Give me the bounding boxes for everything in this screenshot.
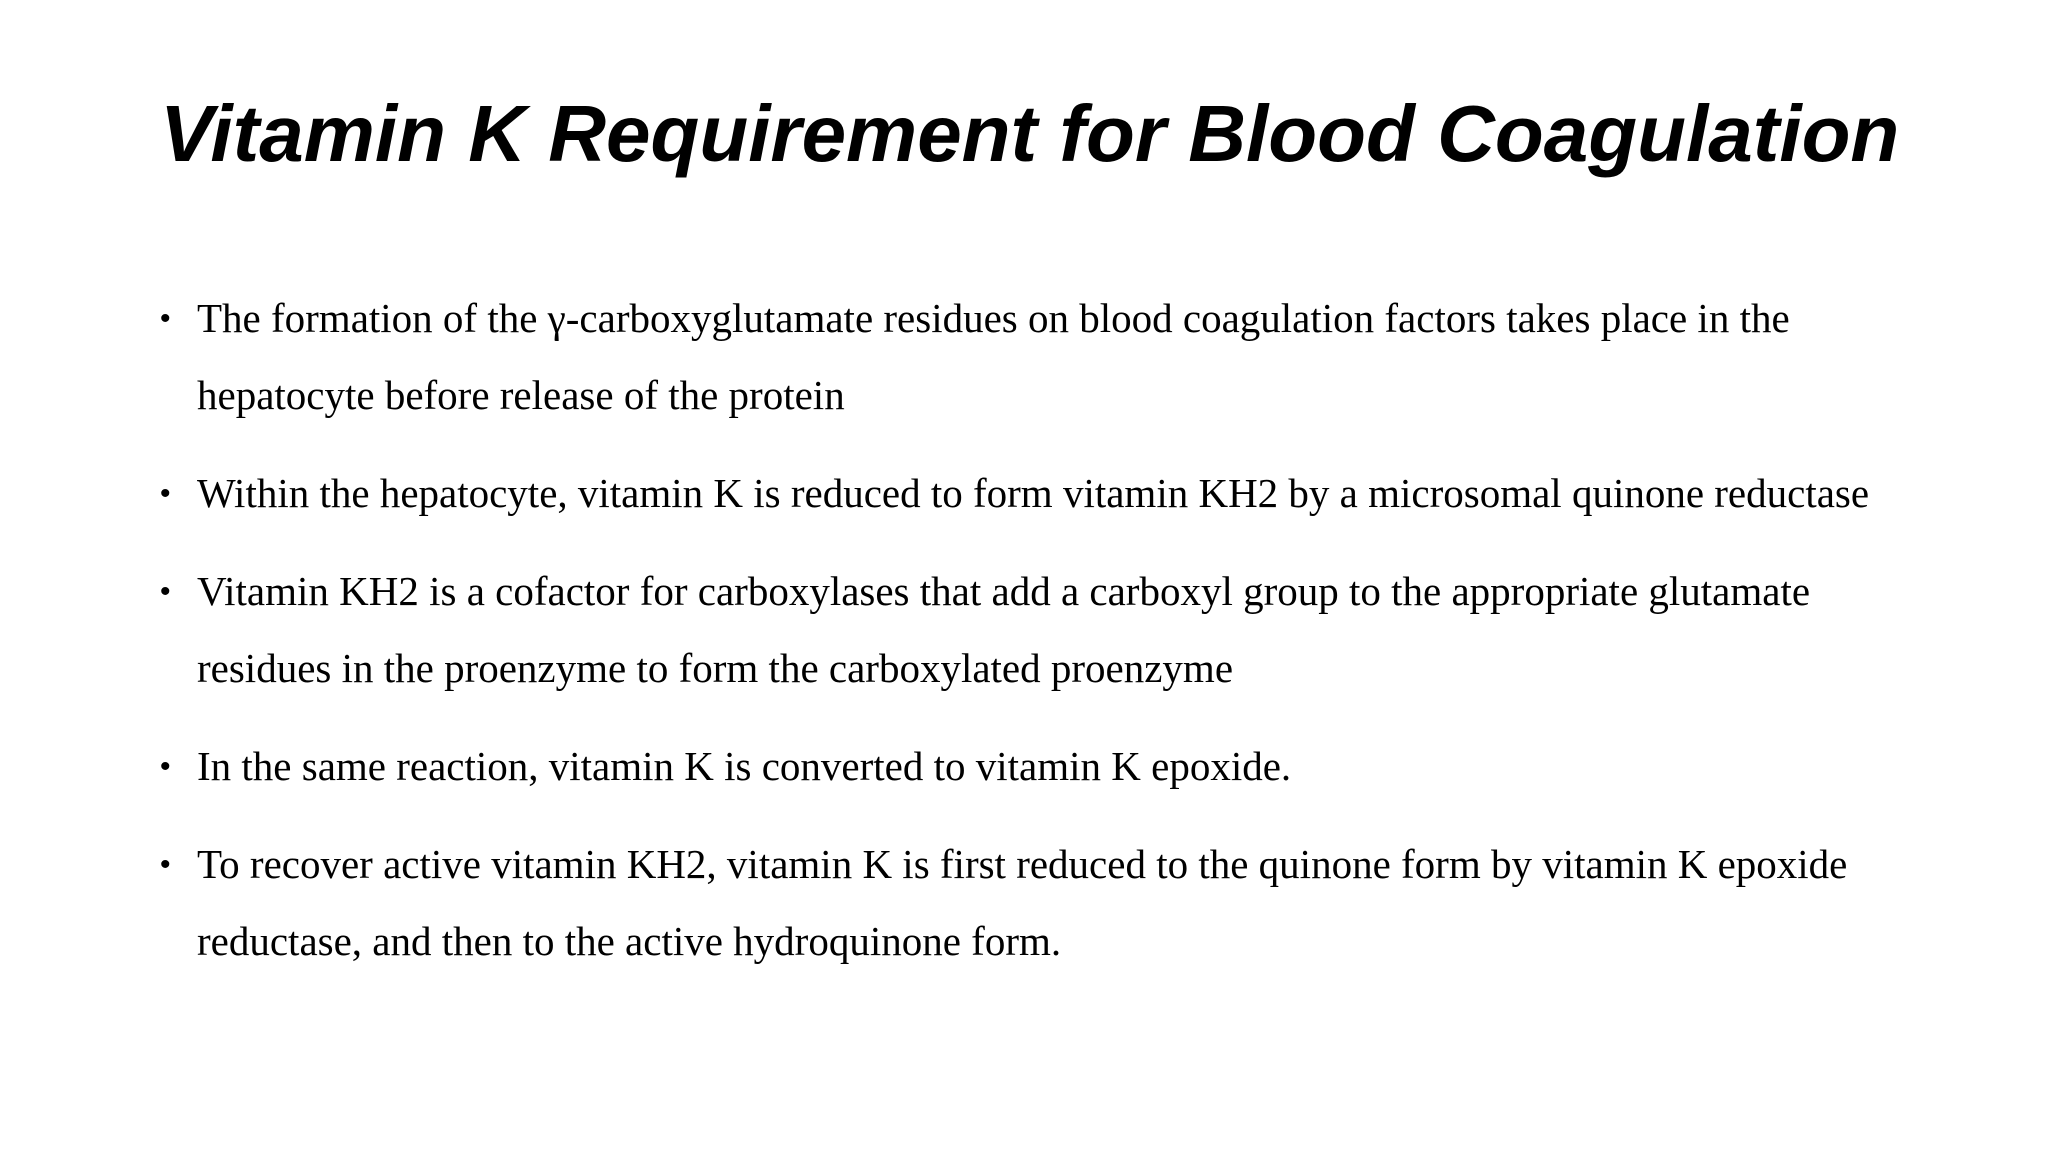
- bullet-text: To recover active vitamin KH2, vitamin K is first reduced to the quinone form by vitamin K epoxide reductase, and then to the active hydroquinone form.: [197, 841, 1848, 964]
- bullet-icon: •: [160, 575, 171, 608]
- bullet-text: The formation of the γ-carboxyglutamate residues on blood coagulation factors takes place in the hepatocyte before release of the protein: [197, 295, 1790, 418]
- bullet-icon: •: [160, 750, 171, 783]
- bullet-text: Vitamin KH2 is a cofactor for carboxylases that add a carboxyl group to the appropriate glutamate residues in the proenzyme to form the carboxylated proenzyme: [197, 568, 1811, 691]
- bullet-icon: •: [160, 848, 171, 881]
- bullet-item: [160, 280, 1920, 434]
- bullet-item: [160, 728, 1920, 805]
- slide-title: Vitamin K Requirement for Blood Coagulation: [160, 89, 1900, 178]
- bullet-item: [160, 553, 1920, 707]
- bullet-icon: •: [160, 477, 171, 510]
- bullet-item: [160, 826, 1920, 980]
- bullet-text: In the same reaction, vitamin K is converted to vitamin K epoxide.: [197, 743, 1292, 789]
- bullet-text: Within the hepatocyte, vitamin K is reduced to form vitamin KH2 by a microsomal quinone reductase: [197, 470, 1870, 516]
- bullet-icon: •: [160, 302, 171, 335]
- bullet-item: [160, 455, 1920, 532]
- bullet-list: [160, 280, 1920, 1001]
